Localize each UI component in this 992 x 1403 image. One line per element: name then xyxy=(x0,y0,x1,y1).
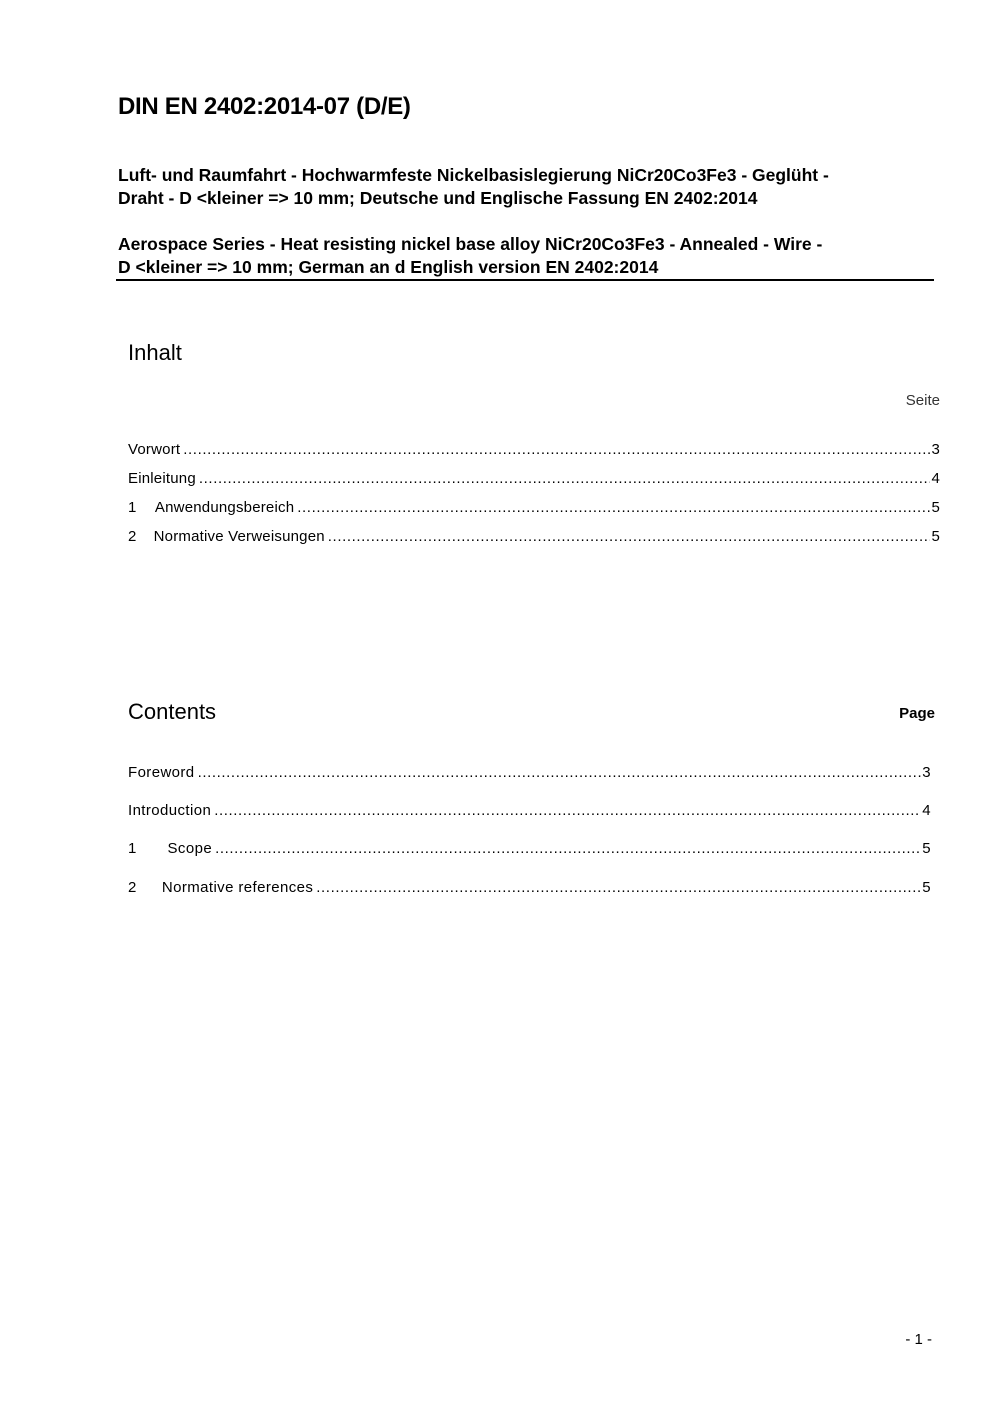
toc-entry-number: 2 xyxy=(128,879,137,896)
toc-entry-page: 5 xyxy=(931,499,940,516)
toc-dot-leader xyxy=(297,498,930,518)
toc-entry-title: Vorwort xyxy=(128,441,181,458)
toc-entry-title: Normative Verweisungen xyxy=(153,528,325,545)
toc-entry-page: 5 xyxy=(922,879,931,896)
toc-entry-page: 4 xyxy=(931,470,940,487)
subtitle-german-line-2: Draht - D <kleiner => 10 mm; Deutsche und Englische Fassung EN 2402:2014 xyxy=(118,188,758,208)
subtitle-english xyxy=(118,233,822,279)
toc-entry-normative-verweisungen[interactable] xyxy=(128,527,940,547)
toc-page-column-label-english: Page xyxy=(899,705,935,722)
toc-dot-leader xyxy=(214,801,921,821)
toc-entry-einleitung[interactable] xyxy=(128,469,940,489)
toc-entry-vorwort[interactable] xyxy=(128,440,940,460)
toc-entry-anwendungsbereich[interactable] xyxy=(128,498,940,518)
toc-entry-page: 3 xyxy=(922,764,931,781)
toc-entry-page: 5 xyxy=(922,840,931,857)
page-number: - 1 - xyxy=(905,1331,932,1348)
toc-entry-page: 5 xyxy=(931,528,940,545)
toc-entry-scope[interactable] xyxy=(128,839,931,859)
toc-entry-page: 3 xyxy=(931,441,940,458)
document-title: DIN EN 2402:2014-07 (D/E) xyxy=(118,93,411,120)
title-divider xyxy=(116,279,934,281)
subtitle-english-line-1: Aerospace Series - Heat resisting nickel base alloy NiCr20Co3Fe3 - Annealed - Wire - xyxy=(118,234,823,254)
toc-entry-introduction[interactable] xyxy=(128,801,931,821)
toc-entry-title: Normative references xyxy=(161,879,314,896)
subtitle-english-line-2: D <kleiner => 10 mm; German an d English version EN 2402:2014 xyxy=(118,257,659,277)
subtitle-german xyxy=(118,164,829,210)
toc-dot-leader xyxy=(316,878,921,898)
toc-entry-foreword[interactable] xyxy=(128,763,931,783)
toc-dot-leader xyxy=(199,469,931,489)
toc-entry-number: 1 xyxy=(128,840,137,857)
toc-entry-title: Introduction xyxy=(128,802,212,819)
toc-entry-number: 1 xyxy=(128,499,137,516)
toc-entry-number: 2 xyxy=(128,528,137,545)
toc-entry-normative-references[interactable] xyxy=(128,878,931,898)
toc-entry-title: Einleitung xyxy=(128,470,196,487)
toc-entry-title: Scope xyxy=(167,840,213,857)
toc-entry-title: Anwendungsbereich xyxy=(154,499,295,516)
toc-entry-title: Foreword xyxy=(128,764,195,781)
toc-dot-leader xyxy=(183,440,930,460)
subtitle-german-line-1: Luft- und Raumfahrt - Hochwarmfeste Nickelbasislegierung NiCr20Co3Fe3 - Geglüht - xyxy=(118,165,829,185)
toc-dot-leader xyxy=(328,527,931,547)
toc-heading-english: Contents xyxy=(128,699,217,724)
toc-dot-leader xyxy=(198,763,922,783)
toc-heading-german: Inhalt xyxy=(128,340,182,365)
toc-entry-page: 4 xyxy=(922,802,931,819)
toc-dot-leader xyxy=(215,839,921,859)
toc-page-column-label-german: Seite xyxy=(905,392,940,409)
